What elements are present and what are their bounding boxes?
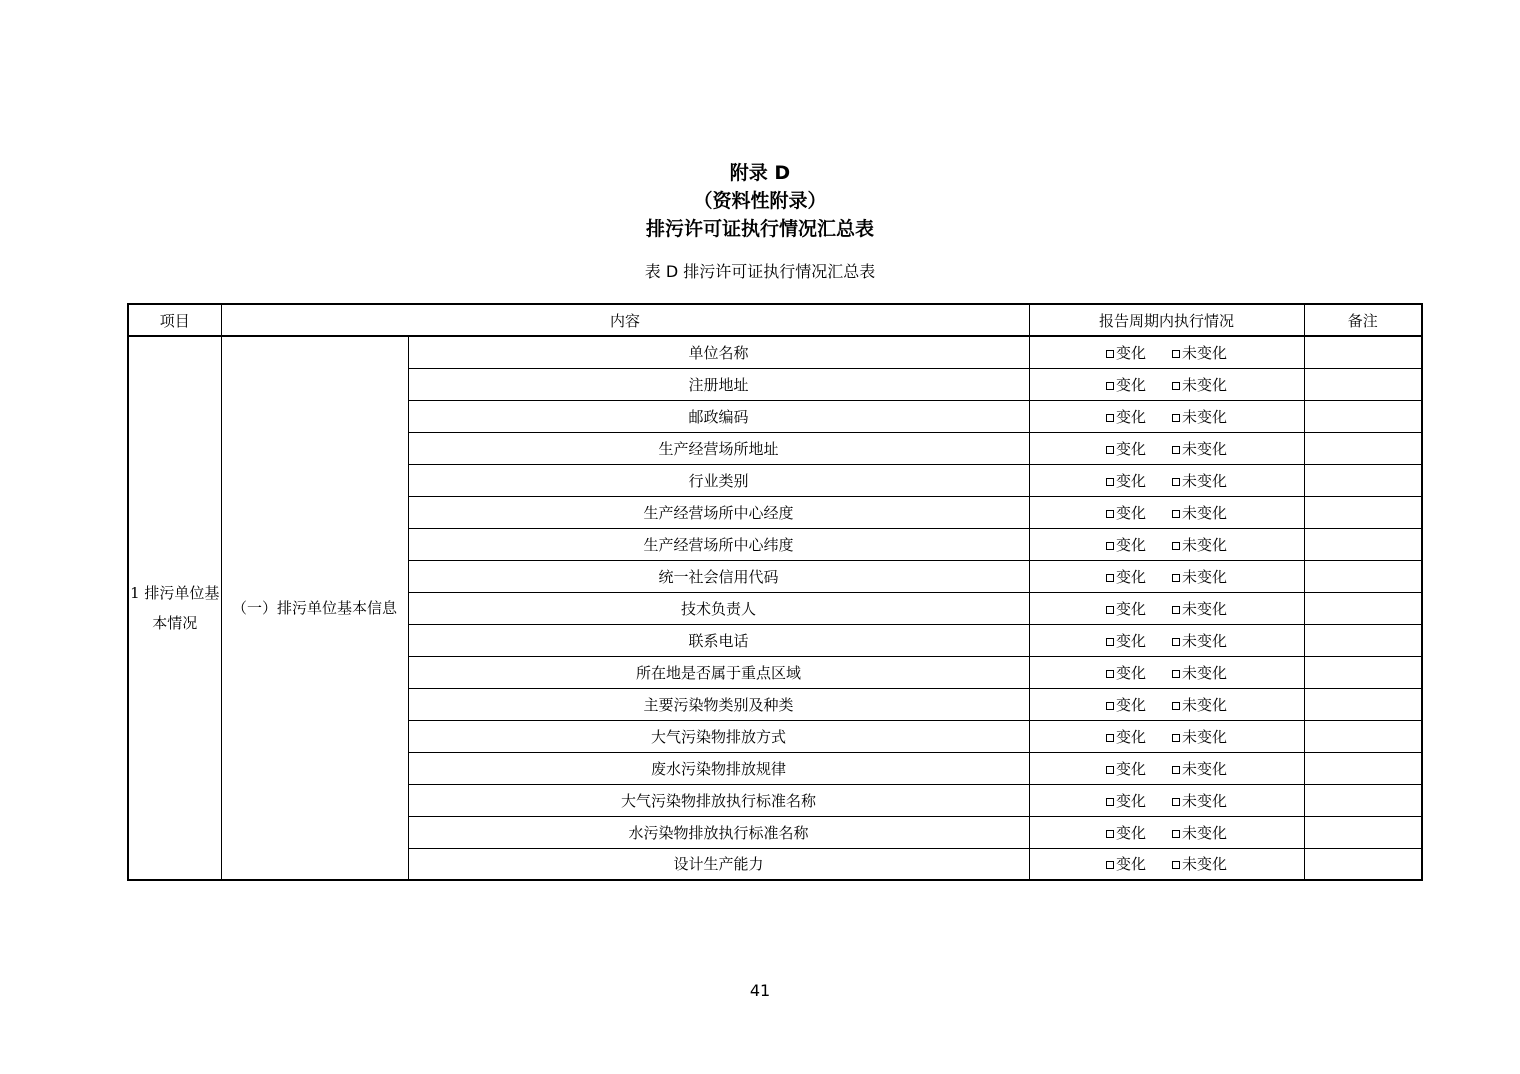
option-changed[interactable] <box>1106 662 1146 683</box>
checkbox-icon[interactable] <box>1172 702 1180 710</box>
option-label: 变化 <box>1116 791 1147 810</box>
option-label: 未变化 <box>1182 375 1228 394</box>
option-label: 未变化 <box>1182 343 1228 362</box>
option-label: 未变化 <box>1182 791 1228 810</box>
execution-options <box>1106 502 1227 523</box>
option-label: 变化 <box>1116 631 1147 650</box>
option-changed[interactable] <box>1106 470 1146 491</box>
checkbox-icon[interactable] <box>1106 382 1114 390</box>
option-label: 变化 <box>1116 503 1147 522</box>
checkbox-icon[interactable] <box>1106 510 1114 518</box>
option-label: 变化 <box>1116 567 1147 586</box>
execution-cell <box>1029 496 1304 528</box>
execution-cell <box>1029 848 1304 880</box>
content-item-cell: 废水污染物排放规律 <box>408 752 1029 784</box>
remarks-cell[interactable] <box>1304 656 1422 688</box>
execution-cell <box>1029 816 1304 848</box>
option-unchanged[interactable] <box>1172 342 1227 363</box>
execution-cell <box>1029 592 1304 624</box>
option-changed[interactable] <box>1106 853 1146 874</box>
remarks-cell[interactable] <box>1304 752 1422 784</box>
checkbox-icon[interactable] <box>1172 830 1180 838</box>
option-label: 变化 <box>1116 471 1147 490</box>
checkbox-icon[interactable] <box>1172 542 1180 550</box>
execution-cell <box>1029 656 1304 688</box>
checkbox-icon[interactable] <box>1172 574 1180 582</box>
content-item-cell: 生产经营场所中心纬度 <box>408 528 1029 560</box>
checkbox-icon[interactable] <box>1106 830 1114 838</box>
execution-cell <box>1029 528 1304 560</box>
checkbox-icon[interactable] <box>1106 638 1114 646</box>
content-item-cell: 联系电话 <box>408 624 1029 656</box>
option-unchanged[interactable] <box>1172 726 1227 747</box>
checkbox-icon[interactable] <box>1106 734 1114 742</box>
remarks-cell[interactable] <box>1304 848 1422 880</box>
header-project: 项目 <box>128 304 221 336</box>
option-unchanged[interactable] <box>1172 374 1227 395</box>
execution-options <box>1106 438 1227 459</box>
table-caption: 表 D 排污许可证执行情况汇总表 <box>644 262 876 281</box>
table-row <box>128 336 1422 368</box>
execution-cell <box>1029 752 1304 784</box>
option-unchanged[interactable] <box>1172 694 1227 715</box>
checkbox-icon[interactable] <box>1172 861 1180 869</box>
section-project-cell: 1 排污单位基本情况 <box>128 336 221 880</box>
execution-options <box>1106 822 1227 843</box>
remarks-cell[interactable] <box>1304 624 1422 656</box>
content-item-cell: 单位名称 <box>408 336 1029 368</box>
execution-options <box>1106 853 1227 874</box>
content-item-cell: 设计生产能力 <box>408 848 1029 880</box>
remarks-cell[interactable] <box>1304 784 1422 816</box>
option-unchanged[interactable] <box>1172 598 1227 619</box>
execution-options <box>1106 598 1227 619</box>
option-unchanged[interactable] <box>1172 853 1227 874</box>
option-unchanged[interactable] <box>1172 822 1227 843</box>
checkbox-icon[interactable] <box>1172 766 1180 774</box>
content-item-cell: 大气污染物排放执行标准名称 <box>408 784 1029 816</box>
remarks-cell[interactable] <box>1304 688 1422 720</box>
content-item-cell: 生产经营场所地址 <box>408 432 1029 464</box>
execution-cell <box>1029 368 1304 400</box>
option-label: 未变化 <box>1182 663 1228 682</box>
option-label: 变化 <box>1116 599 1147 618</box>
option-changed[interactable] <box>1106 694 1146 715</box>
remarks-cell[interactable] <box>1304 496 1422 528</box>
execution-options <box>1106 758 1227 779</box>
execution-options <box>1106 342 1227 363</box>
option-label: 未变化 <box>1182 855 1228 874</box>
checkbox-icon[interactable] <box>1172 638 1180 646</box>
execution-options <box>1106 534 1227 555</box>
checkbox-icon[interactable] <box>1172 350 1180 358</box>
option-unchanged[interactable] <box>1172 662 1227 683</box>
option-label: 未变化 <box>1182 695 1228 714</box>
checkbox-icon[interactable] <box>1172 382 1180 390</box>
appendix-type: （资料性附录） <box>693 190 827 212</box>
option-changed[interactable] <box>1106 566 1146 587</box>
execution-cell <box>1029 624 1304 656</box>
content-item-cell: 大气污染物排放方式 <box>408 720 1029 752</box>
header-remarks: 备注 <box>1304 304 1422 336</box>
content-item-cell: 技术负责人 <box>408 592 1029 624</box>
execution-options <box>1106 470 1227 491</box>
checkbox-icon[interactable] <box>1106 478 1114 486</box>
remarks-cell[interactable] <box>1304 432 1422 464</box>
option-label: 变化 <box>1116 535 1147 554</box>
option-changed[interactable] <box>1106 630 1146 651</box>
summary-table <box>127 303 1423 881</box>
content-item-cell: 行业类别 <box>408 464 1029 496</box>
option-changed[interactable] <box>1106 534 1146 555</box>
option-changed[interactable] <box>1106 406 1146 427</box>
checkbox-icon[interactable] <box>1106 414 1114 422</box>
checkbox-icon[interactable] <box>1106 350 1114 358</box>
execution-options <box>1106 374 1227 395</box>
content-item-cell: 注册地址 <box>408 368 1029 400</box>
checkbox-icon[interactable] <box>1106 798 1114 806</box>
option-label: 未变化 <box>1182 567 1228 586</box>
header-execution: 报告周期内执行情况 <box>1029 304 1304 336</box>
execution-options <box>1106 662 1227 683</box>
option-label: 未变化 <box>1182 727 1228 746</box>
execution-cell <box>1029 464 1304 496</box>
page-number: 41 <box>749 981 771 1000</box>
remarks-cell[interactable] <box>1304 816 1422 848</box>
execution-cell <box>1029 336 1304 368</box>
option-label: 变化 <box>1116 855 1147 874</box>
option-label: 未变化 <box>1182 439 1228 458</box>
table-header-row <box>128 304 1422 336</box>
checkbox-icon[interactable] <box>1172 670 1180 678</box>
execution-options <box>1106 694 1227 715</box>
remarks-cell[interactable] <box>1304 464 1422 496</box>
execution-cell <box>1029 784 1304 816</box>
checkbox-icon[interactable] <box>1172 606 1180 614</box>
content-item-cell: 所在地是否属于重点区域 <box>408 656 1029 688</box>
remarks-cell[interactable] <box>1304 560 1422 592</box>
option-unchanged[interactable] <box>1172 758 1227 779</box>
option-label: 变化 <box>1116 343 1147 362</box>
remarks-cell[interactable] <box>1304 400 1422 432</box>
appendix-label: 附录 D <box>729 162 791 184</box>
execution-cell <box>1029 560 1304 592</box>
remarks-cell[interactable] <box>1304 720 1422 752</box>
checkbox-icon[interactable] <box>1106 542 1114 550</box>
execution-cell <box>1029 432 1304 464</box>
execution-options <box>1106 790 1227 811</box>
subsection-cell: （一）排污单位基本信息 <box>221 336 408 880</box>
content-item-cell: 生产经营场所中心经度 <box>408 496 1029 528</box>
option-label: 未变化 <box>1182 759 1228 778</box>
checkbox-icon[interactable] <box>1106 702 1114 710</box>
content-item-cell: 邮政编码 <box>408 400 1029 432</box>
checkbox-icon[interactable] <box>1172 734 1180 742</box>
option-changed[interactable] <box>1106 598 1146 619</box>
option-unchanged[interactable] <box>1172 630 1227 651</box>
option-label: 变化 <box>1116 663 1147 682</box>
option-label: 变化 <box>1116 727 1147 746</box>
option-changed[interactable] <box>1106 758 1146 779</box>
option-label: 未变化 <box>1182 599 1228 618</box>
option-changed[interactable] <box>1106 726 1146 747</box>
option-label: 变化 <box>1116 759 1147 778</box>
checkbox-icon[interactable] <box>1106 766 1114 774</box>
checkbox-icon[interactable] <box>1106 670 1114 678</box>
execution-cell <box>1029 720 1304 752</box>
execution-options <box>1106 726 1227 747</box>
checkbox-icon[interactable] <box>1172 510 1180 518</box>
page-title: 排污许可证执行情况汇总表 <box>645 218 874 240</box>
option-unchanged[interactable] <box>1172 502 1227 523</box>
header-content: 内容 <box>221 304 1029 336</box>
checkbox-icon[interactable] <box>1172 798 1180 806</box>
remarks-cell[interactable] <box>1304 336 1422 368</box>
option-unchanged[interactable] <box>1172 406 1227 427</box>
content-item-cell: 统一社会信用代码 <box>408 560 1029 592</box>
option-label: 变化 <box>1116 375 1147 394</box>
execution-options <box>1106 630 1227 651</box>
option-changed[interactable] <box>1106 502 1146 523</box>
option-changed[interactable] <box>1106 438 1146 459</box>
execution-cell <box>1029 400 1304 432</box>
option-label: 未变化 <box>1182 471 1228 490</box>
execution-cell <box>1029 688 1304 720</box>
table-body <box>128 336 1422 880</box>
execution-options <box>1106 406 1227 427</box>
option-changed[interactable] <box>1106 822 1146 843</box>
content-item-cell: 水污染物排放执行标准名称 <box>408 816 1029 848</box>
option-label: 变化 <box>1116 439 1147 458</box>
option-label: 变化 <box>1116 695 1147 714</box>
option-changed[interactable] <box>1106 342 1146 363</box>
content-item-cell: 主要污染物类别及种类 <box>408 688 1029 720</box>
checkbox-icon[interactable] <box>1172 446 1180 454</box>
checkbox-icon[interactable] <box>1106 574 1114 582</box>
remarks-cell[interactable] <box>1304 528 1422 560</box>
option-changed[interactable] <box>1106 374 1146 395</box>
remarks-cell[interactable] <box>1304 368 1422 400</box>
execution-options <box>1106 566 1227 587</box>
checkbox-icon[interactable] <box>1172 414 1180 422</box>
option-label: 变化 <box>1116 823 1147 842</box>
checkbox-icon[interactable] <box>1106 861 1114 869</box>
option-unchanged[interactable] <box>1172 470 1227 491</box>
option-label: 未变化 <box>1182 407 1228 426</box>
option-changed[interactable] <box>1106 790 1146 811</box>
checkbox-icon[interactable] <box>1106 446 1114 454</box>
checkbox-icon[interactable] <box>1106 606 1114 614</box>
option-unchanged[interactable] <box>1172 534 1227 555</box>
checkbox-icon[interactable] <box>1172 478 1180 486</box>
option-label: 未变化 <box>1182 535 1228 554</box>
option-unchanged[interactable] <box>1172 438 1227 459</box>
option-unchanged[interactable] <box>1172 790 1227 811</box>
option-label: 变化 <box>1116 407 1147 426</box>
option-label: 未变化 <box>1182 823 1228 842</box>
option-label: 未变化 <box>1182 503 1228 522</box>
remarks-cell[interactable] <box>1304 592 1422 624</box>
option-unchanged[interactable] <box>1172 566 1227 587</box>
option-label: 未变化 <box>1182 631 1228 650</box>
